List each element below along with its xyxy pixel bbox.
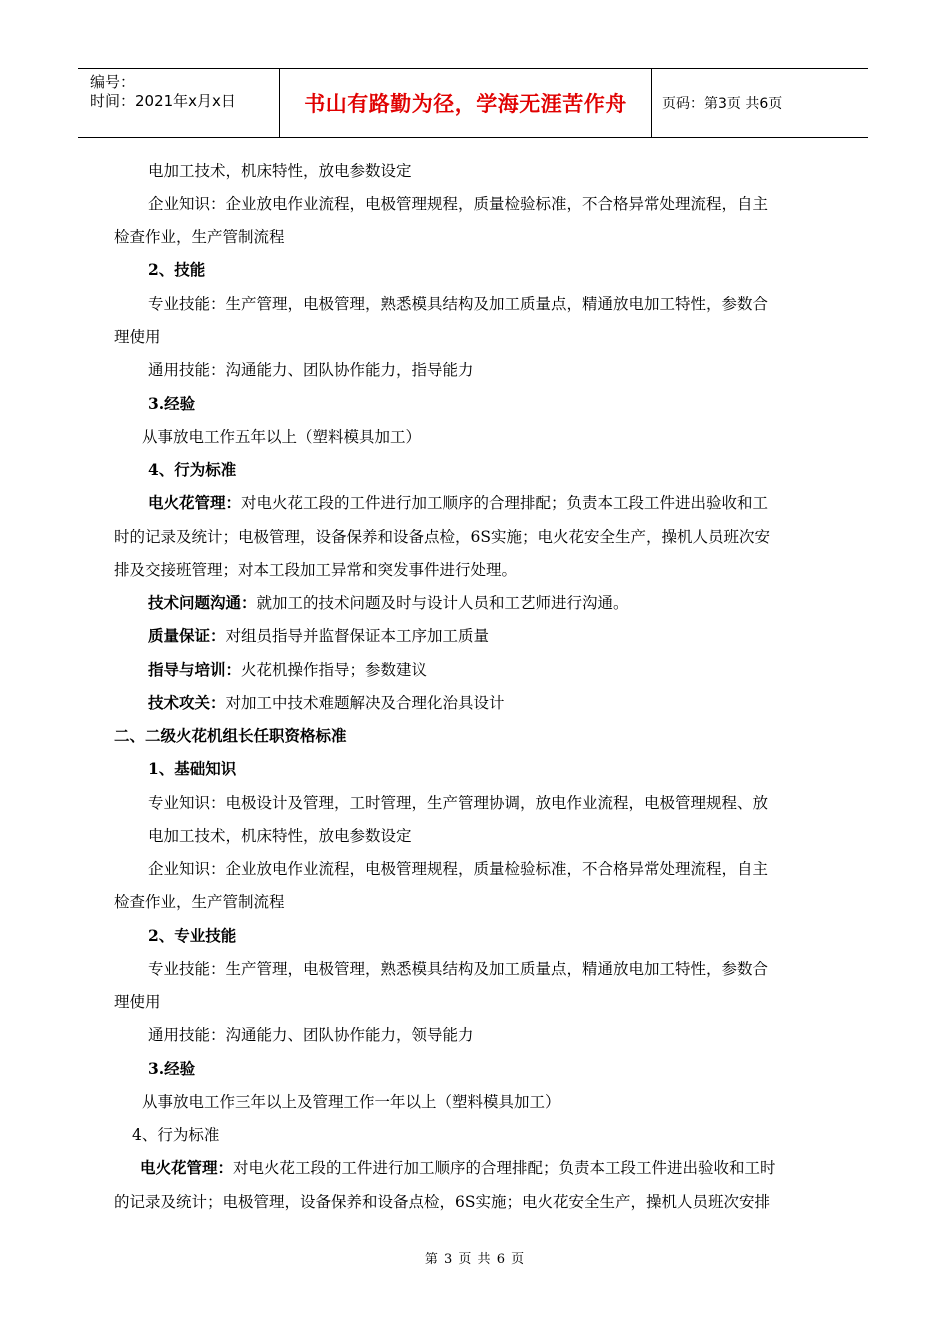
subsection-heading: 2、技能 xyxy=(148,260,206,279)
subsection-heading: 3.经验 xyxy=(148,394,196,413)
paragraph-line xyxy=(148,693,505,713)
subsection-heading: 3.经验 xyxy=(148,1059,196,1078)
paragraph-line xyxy=(148,626,489,646)
paragraph-line: 企业知识：企业放电作业流程，电极管理规程，质量检验标准，不合格异常处理流程，自主 xyxy=(148,860,769,878)
paragraph-line: 从事放电工作五年以上（塑料模具加工） xyxy=(142,428,422,446)
paragraph-line: 时的记录及统计；电极管理，设备保养和设备点检，6S实施；电火花安全生产，操机人员班次安 xyxy=(114,528,770,546)
paragraph-line: 理使用 xyxy=(114,328,161,346)
paragraph-line: 企业知识：企业放电作业流程，电极管理规程，质量检验标准，不合格异常处理流程，自主 xyxy=(148,195,769,213)
paragraph-line: 专业技能：生产管理，电极管理，熟悉模具结构及加工质量点，精通放电加工特性，参数合 xyxy=(148,295,769,313)
subsection-heading: 1、基础知识 xyxy=(148,759,237,778)
paragraph-line: 理使用 xyxy=(114,993,161,1011)
term-text: 对加工中技术难题解决及合理化治具设计 xyxy=(225,694,505,712)
page-footer: 第 3 页 共 6 页 xyxy=(424,1252,526,1267)
subsection-heading: 2、专业技能 xyxy=(148,926,237,945)
term-label: 质量保证： xyxy=(148,626,226,645)
document-date: 时间：2021年x月x日 xyxy=(90,92,236,110)
subsection-heading: 4、行为标准 xyxy=(148,460,237,479)
header-page-cell xyxy=(652,69,868,137)
page-header xyxy=(78,68,868,138)
paragraph-line: 排及交接班管理；对本工段加工异常和突发事件进行处理。 xyxy=(114,561,518,579)
term-label: 电火花管理： xyxy=(148,493,242,512)
paragraph-line xyxy=(148,593,629,613)
motto-text: 书山有路勤为径，学海无涯苦作舟 xyxy=(304,92,627,116)
header-meta xyxy=(78,69,280,137)
paragraph-line xyxy=(140,1158,776,1178)
term-text: 就加工的技术问题及时与设计人员和工艺师进行沟通。 xyxy=(256,594,629,612)
paragraph-line: 通用技能：沟通能力、团队协作能力，领导能力 xyxy=(148,1026,474,1044)
document-number: 编号： xyxy=(90,73,136,91)
paragraph-line: 的记录及统计；电极管理，设备保养和设备点检，6S实施；电火花安全生产，操机人员班次安排 xyxy=(114,1193,770,1211)
section-heading: 二、二级火花机组长任职资格标准 xyxy=(114,726,347,745)
paragraph-line: 从事放电工作三年以上及管理工作一年以上（塑料模具加工） xyxy=(142,1093,561,1111)
term-label: 指导与培训： xyxy=(148,660,242,679)
paragraph-line: 电加工技术，机床特性，放电参数设定 xyxy=(148,162,412,180)
term-text: 对组员指导并监督保证本工序加工质量 xyxy=(225,627,490,645)
term-text: 对电火花工段的工件进行加工顺序的合理排配；负责本工段工件进出验收和工 xyxy=(241,494,769,512)
paragraph-line: 专业知识：电极设计及管理，工时管理，生产管理协调，放电作业流程，电极管理规程、放 xyxy=(148,794,769,812)
paragraph-line: 通用技能：沟通能力、团队协作能力，指导能力 xyxy=(148,361,474,379)
header-motto-cell xyxy=(280,69,652,137)
header-page-number: 页码：第3页 共6页 xyxy=(662,96,783,112)
paragraph-line: 检查作业，生产管制流程 xyxy=(114,228,285,246)
paragraph-line xyxy=(148,493,768,513)
term-label: 技术问题沟通： xyxy=(148,593,257,612)
term-label: 电火花管理： xyxy=(140,1158,234,1177)
paragraph-line: 专业技能：生产管理，电极管理，熟悉模具结构及加工质量点，精通放电加工特性，参数合 xyxy=(148,960,769,978)
paragraph-line: 电加工技术，机床特性，放电参数设定 xyxy=(148,827,412,845)
subsection-heading: 4、行为标准 xyxy=(132,1126,220,1144)
term-text: 火花机操作指导；参数建议 xyxy=(241,661,428,679)
paragraph-line xyxy=(148,660,427,680)
term-text: 对电火花工段的工件进行加工顺序的合理排配；负责本工段工件进出验收和工时 xyxy=(233,1159,776,1177)
term-label: 技术攻关： xyxy=(148,693,226,712)
paragraph-line: 检查作业，生产管制流程 xyxy=(114,893,285,911)
